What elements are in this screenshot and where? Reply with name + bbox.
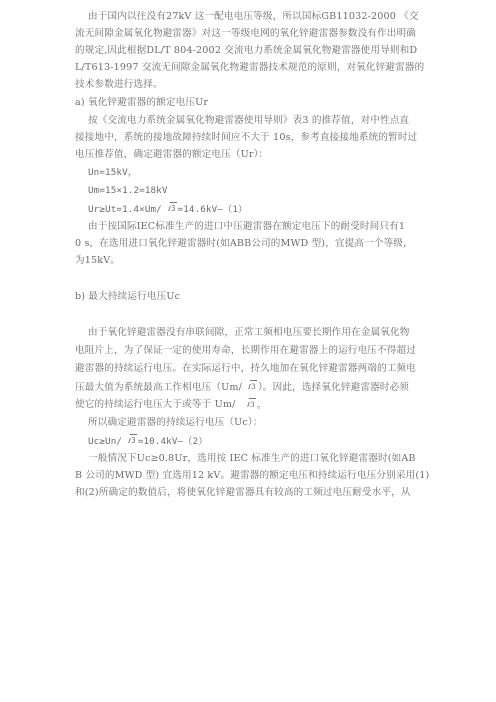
uc-suffix-period: 。 (256, 400, 267, 411)
sqrt3-symbol: 3 (124, 434, 136, 447)
text-line: 使它的持续运行电压大于或等于 Um/ (75, 399, 236, 410)
sqrt3-symbol: 3 (244, 380, 256, 393)
ur-equation-left: Ur≥Ut=1.4×Um/ (88, 204, 162, 215)
text-line: Un=15kV， (88, 167, 138, 178)
text-line: 为15kV。 (75, 255, 121, 266)
text-line: 由于国内以往没有27kV 这一配电电压等级，所以国标GB11032-2000 《交 (88, 11, 419, 22)
text-line: 所以确定避雷器的持续运行电压（Uc）： (88, 417, 263, 428)
text-line: 按《交流电力系统金属氧化物避雷器使用导则》表3 的推荐值，对中性点直 (88, 115, 410, 126)
text-line: 技术参数进行选择。 (75, 79, 163, 90)
pressure-line (75, 380, 409, 394)
text-line: 由于按国际IEC标准生产的进口中压避雷器在额定电压下的耐受时间只有1 (88, 221, 406, 232)
pressure-line-left: 压最大值为系统最高工作相电压（Um/ (75, 382, 243, 393)
ur-equation (88, 202, 247, 216)
uc-suffix (241, 398, 267, 412)
text-line: 电压推荐值，确定避雷器的额定电压（Ur）： (75, 149, 269, 160)
text-line: 0 s，在选用进口氧化锌避雷器时(如ABB公司的MWD 型)，宜提高一个等级， (75, 238, 413, 249)
text-line: 避雷器的持续运行电压。在实际运行中，持久地加在氧化锌避雷器两端的工频电 (75, 363, 417, 374)
uc-equation (88, 434, 208, 448)
text-line: 的规定,因此根据DL/T 804-2002 交流电力系统金属氧化物避雷器使用导则和D (75, 45, 418, 56)
text-line: L/T613-1997 交流无间隙金属氧化物避雷器技术规范的原则，对氧化锌避雷器的 (75, 62, 425, 73)
uc-equation-right: =10.4kV—（2） (137, 436, 208, 447)
pressure-line-right: ）。因此，选择氧化锌避雷器时必须 (257, 382, 410, 393)
sqrt3-symbol: 3 (243, 398, 255, 411)
text-line: Um=15×1.2=18kV (88, 185, 168, 196)
text-line: 由于氧化锌避雷器没有串联间隙，正常工频相电压要长期作用在金属氧化物 (88, 327, 410, 338)
text-line: 电阻片上，为了保证一定的使用寿命，长期作用在避雷器上的运行电压不得超过 (75, 345, 417, 356)
text-line: 和(2)所确定的数值后，将使氧化锌避雷器具有较高的工频过电压耐受水平，从 (75, 487, 411, 498)
text-line: B 公司的MWD 型) 宜选用12 kV。避雷器的额定电压和持续运行电压分别采用(1) (75, 470, 430, 481)
text-line: 一般情况下Uc≥0.8Ur，选用按 IEC 标准生产的进口氧化锌避雷器时(如AB (88, 453, 416, 464)
text-line: a) 氧化锌避雷器的额定电压Ur (75, 97, 209, 108)
text-line: 流无间隙金属氧化物避雷器》对这一等级电网的氧化锌避雷器参数没有作出明确 (75, 28, 417, 39)
uc-equation-left: Uc≥Un/ (88, 436, 123, 447)
text-line: 接接地中，系统的接地故障持续时间应不大于 10s，参考直接接地系统的暂时过 (75, 132, 418, 143)
ur-equation-right: =14.6kV—（1） (177, 204, 248, 215)
text-line: b) 最大持续运行电压Uc (75, 291, 181, 302)
sqrt3-symbol: 3 (164, 202, 176, 215)
